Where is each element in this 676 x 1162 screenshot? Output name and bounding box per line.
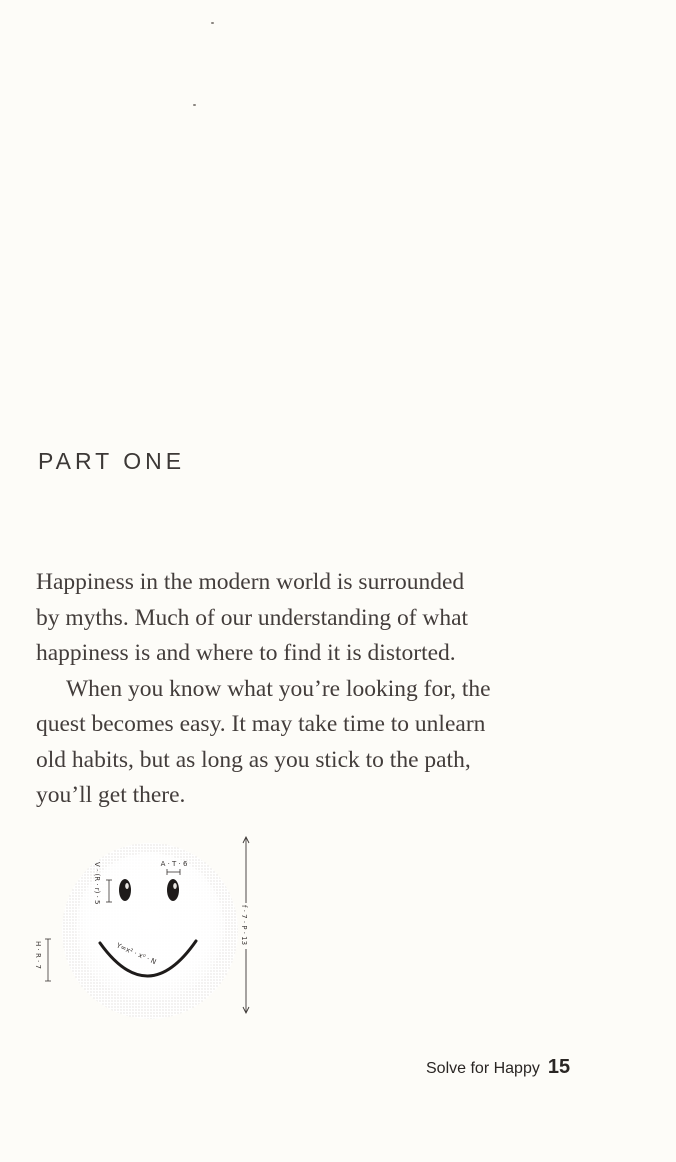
- right-height-label: f · 7 · P · 13: [240, 905, 248, 946]
- paragraph-1: [36, 565, 556, 672]
- text-line: you’ll get there.: [36, 782, 186, 808]
- part-heading: PART ONE: [38, 448, 186, 474]
- page-number: 15: [547, 1056, 571, 1078]
- eye-spacing-label: A · T · 6: [160, 860, 188, 868]
- text-line: old habits, but as long as you stick to the path,: [36, 746, 471, 773]
- right-eye: [167, 879, 179, 901]
- text-line: by myths. Much of our understanding of what: [36, 604, 469, 631]
- left-height-label: H · R · 7: [34, 941, 42, 969]
- text-line: quest becomes easy. It may take time to unlearn: [36, 711, 486, 737]
- page-footer: [426, 1056, 570, 1079]
- paragraph-2: [36, 672, 556, 814]
- paper-speck: [193, 104, 196, 106]
- text-line: Happiness in the modern world is surrounded: [36, 569, 465, 595]
- text-line: When you know what you’re looking for, the: [66, 675, 491, 702]
- smiley-equation-figure: [30, 835, 270, 1025]
- running-title: Solve for Happy: [426, 1060, 540, 1077]
- body-text: [36, 565, 556, 814]
- left-eye: [119, 879, 131, 901]
- eye-height-label: V · (R · r) · 5: [93, 862, 101, 905]
- right-eye-glint: [173, 883, 177, 889]
- mouth-equation-label: Y=x² · x⁰ · N: [115, 941, 158, 967]
- paper-speck: [211, 22, 214, 24]
- left-eye-glint: [125, 883, 129, 889]
- text-line: happiness is and where to find it is distorted.: [36, 640, 456, 666]
